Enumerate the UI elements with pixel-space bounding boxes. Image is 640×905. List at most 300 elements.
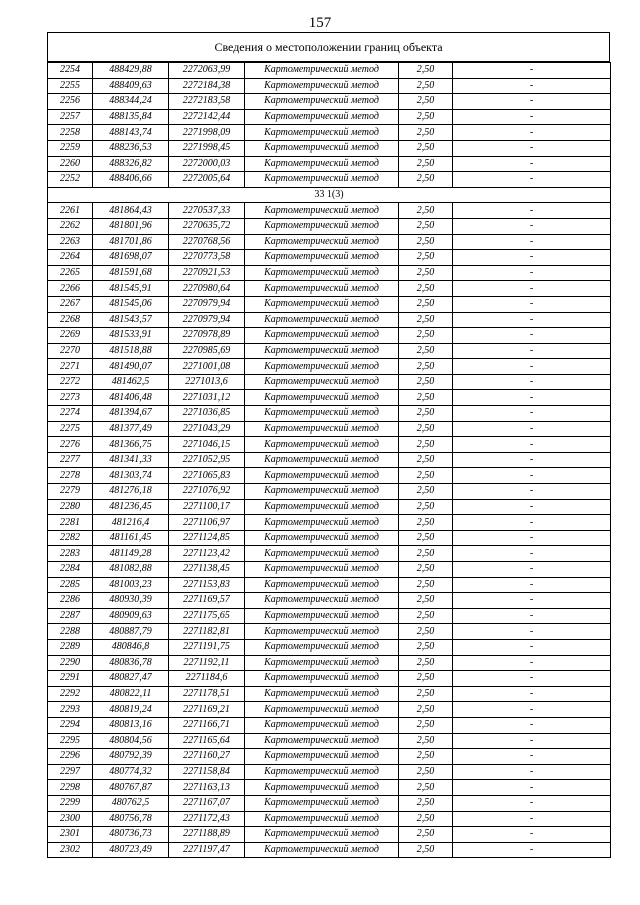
accuracy-cell: 2,50 [399, 328, 453, 344]
y-coordinate-cell: 2271138,45 [169, 562, 245, 578]
method-cell: Картометрический метод [245, 94, 399, 110]
table-row [48, 359, 611, 375]
y-coordinate-cell: 2271163,13 [169, 780, 245, 796]
x-coordinate-cell: 480813,16 [93, 717, 169, 733]
point-number-cell: 2270 [48, 343, 93, 359]
x-coordinate-cell: 481216,4 [93, 515, 169, 531]
accuracy-cell: 2,50 [399, 265, 453, 281]
y-coordinate-cell: 2271166,71 [169, 717, 245, 733]
table-row [48, 343, 611, 359]
description-cell: - [453, 281, 611, 297]
table-header-title: Сведения о местоположении границ объекта [47, 32, 610, 62]
table-row [48, 296, 611, 312]
table-row [48, 218, 611, 234]
x-coordinate-cell: 480767,87 [93, 780, 169, 796]
point-number-cell: 2297 [48, 764, 93, 780]
x-coordinate-cell: 480804,56 [93, 733, 169, 749]
accuracy-cell: 2,50 [399, 624, 453, 640]
table-row [48, 94, 611, 110]
point-number-cell: 2252 [48, 172, 93, 188]
table-row [48, 250, 611, 266]
table-row [48, 577, 611, 593]
method-cell: Картометрический метод [245, 437, 399, 453]
accuracy-cell: 2,50 [399, 686, 453, 702]
point-number-cell: 2285 [48, 577, 93, 593]
description-cell: - [453, 343, 611, 359]
description-cell: - [453, 546, 611, 562]
method-cell: Картометрический метод [245, 421, 399, 437]
y-coordinate-cell: 2271076,92 [169, 484, 245, 500]
table-row [48, 452, 611, 468]
y-coordinate-cell: 2272142,44 [169, 109, 245, 125]
point-number-cell: 2301 [48, 827, 93, 843]
method-cell: Картометрический метод [245, 312, 399, 328]
method-cell: Картометрический метод [245, 593, 399, 609]
y-coordinate-cell: 2271167,07 [169, 795, 245, 811]
method-cell: Картометрический метод [245, 827, 399, 843]
y-coordinate-cell: 2271153,83 [169, 577, 245, 593]
y-coordinate-cell: 2271124,85 [169, 530, 245, 546]
x-coordinate-cell: 488409,63 [93, 78, 169, 94]
method-cell: Картометрический метод [245, 250, 399, 266]
description-cell: - [453, 296, 611, 312]
description-cell: - [453, 328, 611, 344]
method-cell: Картометрический метод [245, 359, 399, 375]
description-cell: - [453, 562, 611, 578]
x-coordinate-cell: 481377,49 [93, 421, 169, 437]
description-cell: - [453, 733, 611, 749]
y-coordinate-cell: 2271178,51 [169, 686, 245, 702]
y-coordinate-cell: 2271172,43 [169, 811, 245, 827]
x-coordinate-cell: 481003,23 [93, 577, 169, 593]
y-coordinate-cell: 2270921,53 [169, 265, 245, 281]
method-cell: Картометрический метод [245, 702, 399, 718]
method-cell: Картометрический метод [245, 624, 399, 640]
method-cell: Картометрический метод [245, 172, 399, 188]
table-row [48, 328, 611, 344]
description-cell: - [453, 686, 611, 702]
accuracy-cell: 2,50 [399, 593, 453, 609]
y-coordinate-cell: 2271188,89 [169, 827, 245, 843]
y-coordinate-cell: 2270768,56 [169, 234, 245, 250]
point-number-cell: 2262 [48, 218, 93, 234]
description-cell: - [453, 452, 611, 468]
method-cell: Картометрический метод [245, 717, 399, 733]
x-coordinate-cell: 480774,32 [93, 764, 169, 780]
point-number-cell: 2257 [48, 109, 93, 125]
description-cell: - [453, 655, 611, 671]
description-cell: - [453, 671, 611, 687]
method-cell: Картометрический метод [245, 452, 399, 468]
table-row [48, 312, 611, 328]
accuracy-cell: 2,50 [399, 811, 453, 827]
table-row [48, 406, 611, 422]
x-coordinate-cell: 481341,33 [93, 452, 169, 468]
method-cell: Картометрический метод [245, 281, 399, 297]
accuracy-cell: 2,50 [399, 406, 453, 422]
table-row [48, 265, 611, 281]
table-row [48, 172, 611, 188]
description-cell: - [453, 125, 611, 141]
x-coordinate-cell: 480827,47 [93, 671, 169, 687]
y-coordinate-cell: 2271184,6 [169, 671, 245, 687]
accuracy-cell: 2,50 [399, 577, 453, 593]
description-cell: - [453, 172, 611, 188]
accuracy-cell: 2,50 [399, 639, 453, 655]
point-number-cell: 2260 [48, 156, 93, 172]
description-cell: - [453, 608, 611, 624]
method-cell: Картометрический метод [245, 484, 399, 500]
method-cell: Картометрический метод [245, 499, 399, 515]
method-cell: Картометрический метод [245, 218, 399, 234]
description-cell: - [453, 94, 611, 110]
x-coordinate-cell: 481698,07 [93, 250, 169, 266]
x-coordinate-cell: 481545,06 [93, 296, 169, 312]
description-cell: - [453, 780, 611, 796]
method-cell: Картометрический метод [245, 203, 399, 219]
table-row [48, 608, 611, 624]
y-coordinate-cell: 2270537,33 [169, 203, 245, 219]
method-cell: Картометрический метод [245, 671, 399, 687]
point-number-cell: 2255 [48, 78, 93, 94]
y-coordinate-cell: 2270980,64 [169, 281, 245, 297]
y-coordinate-cell: 2272063,99 [169, 63, 245, 79]
section-group [48, 187, 611, 203]
point-number-cell: 2281 [48, 515, 93, 531]
x-coordinate-cell: 488406,66 [93, 172, 169, 188]
point-number-cell: 2256 [48, 94, 93, 110]
table-row [48, 437, 611, 453]
method-cell: Картометрический метод [245, 140, 399, 156]
method-cell: Картометрический метод [245, 515, 399, 531]
accuracy-cell: 2,50 [399, 733, 453, 749]
method-cell: Картометрический метод [245, 374, 399, 390]
x-coordinate-cell: 481543,57 [93, 312, 169, 328]
table-row [48, 593, 611, 609]
method-cell: Картометрический метод [245, 156, 399, 172]
table-row [48, 780, 611, 796]
accuracy-cell: 2,50 [399, 421, 453, 437]
y-coordinate-cell: 2270979,94 [169, 296, 245, 312]
x-coordinate-cell: 481545,91 [93, 281, 169, 297]
point-number-cell: 2284 [48, 562, 93, 578]
x-coordinate-cell: 480723,49 [93, 842, 169, 858]
accuracy-cell: 2,50 [399, 234, 453, 250]
x-coordinate-cell: 481591,68 [93, 265, 169, 281]
accuracy-cell: 2,50 [399, 374, 453, 390]
accuracy-cell: 2,50 [399, 296, 453, 312]
accuracy-cell: 2,50 [399, 655, 453, 671]
accuracy-cell: 2,50 [399, 140, 453, 156]
description-cell: - [453, 717, 611, 733]
table-row [48, 390, 611, 406]
method-cell: Картометрический метод [245, 749, 399, 765]
description-cell: - [453, 374, 611, 390]
table-row [48, 624, 611, 640]
y-coordinate-cell: 2271065,83 [169, 468, 245, 484]
point-number-cell: 2302 [48, 842, 93, 858]
method-cell: Картометрический метод [245, 795, 399, 811]
method-cell: Картометрический метод [245, 125, 399, 141]
accuracy-cell: 2,50 [399, 359, 453, 375]
y-coordinate-cell: 2272183,58 [169, 94, 245, 110]
point-number-cell: 2258 [48, 125, 93, 141]
method-cell: Картометрический метод [245, 328, 399, 344]
description-cell: - [453, 702, 611, 718]
x-coordinate-cell: 480756,78 [93, 811, 169, 827]
point-number-cell: 2259 [48, 140, 93, 156]
y-coordinate-cell: 2272005,64 [169, 172, 245, 188]
description-cell: - [453, 63, 611, 79]
point-number-cell: 2293 [48, 702, 93, 718]
method-cell: Картометрический метод [245, 639, 399, 655]
method-cell: Картометрический метод [245, 530, 399, 546]
accuracy-cell: 2,50 [399, 94, 453, 110]
accuracy-cell: 2,50 [399, 530, 453, 546]
x-coordinate-cell: 480909,63 [93, 608, 169, 624]
point-number-cell: 2272 [48, 374, 93, 390]
y-coordinate-cell: 2270635,72 [169, 218, 245, 234]
x-coordinate-cell: 481303,74 [93, 468, 169, 484]
method-cell: Картометрический метод [245, 811, 399, 827]
y-coordinate-cell: 2271158,84 [169, 764, 245, 780]
accuracy-cell: 2,50 [399, 109, 453, 125]
point-number-cell: 2290 [48, 655, 93, 671]
y-coordinate-cell: 2271998,45 [169, 140, 245, 156]
point-number-cell: 2292 [48, 686, 93, 702]
method-cell: Картометрический метод [245, 78, 399, 94]
method-cell: Картометрический метод [245, 343, 399, 359]
point-number-cell: 2279 [48, 484, 93, 500]
accuracy-cell: 2,50 [399, 156, 453, 172]
table-row [48, 842, 611, 858]
accuracy-cell: 2,50 [399, 78, 453, 94]
method-cell: Картометрический метод [245, 468, 399, 484]
accuracy-cell: 2,50 [399, 702, 453, 718]
description-cell: - [453, 468, 611, 484]
page-number: 157 [308, 15, 332, 31]
accuracy-cell: 2,50 [399, 780, 453, 796]
table-body-upper [48, 63, 611, 188]
description-cell: - [453, 234, 611, 250]
point-number-cell: 2273 [48, 390, 93, 406]
method-cell: Картометрический метод [245, 296, 399, 312]
accuracy-cell: 2,50 [399, 764, 453, 780]
point-number-cell: 2266 [48, 281, 93, 297]
accuracy-cell: 2,50 [399, 499, 453, 515]
description-cell: - [453, 639, 611, 655]
point-number-cell: 2286 [48, 593, 93, 609]
x-coordinate-cell: 480792,39 [93, 749, 169, 765]
y-coordinate-cell: 2271191,75 [169, 639, 245, 655]
accuracy-cell: 2,50 [399, 452, 453, 468]
description-cell: - [453, 827, 611, 843]
y-coordinate-cell: 2271001,08 [169, 359, 245, 375]
table-row [48, 156, 611, 172]
table-row [48, 515, 611, 531]
accuracy-cell: 2,50 [399, 343, 453, 359]
method-cell: Картометрический метод [245, 109, 399, 125]
table-row [48, 733, 611, 749]
table-row [48, 749, 611, 765]
y-coordinate-cell: 2271160,27 [169, 749, 245, 765]
method-cell: Картометрический метод [245, 780, 399, 796]
description-cell: - [453, 795, 611, 811]
description-cell: - [453, 312, 611, 328]
x-coordinate-cell: 481406,48 [93, 390, 169, 406]
section-row [48, 187, 611, 203]
method-cell: Картометрический метод [245, 546, 399, 562]
table-row [48, 109, 611, 125]
table-row [48, 468, 611, 484]
y-coordinate-cell: 2271031,12 [169, 390, 245, 406]
table-row [48, 639, 611, 655]
accuracy-cell: 2,50 [399, 608, 453, 624]
y-coordinate-cell: 2271043,29 [169, 421, 245, 437]
description-cell: - [453, 515, 611, 531]
accuracy-cell: 2,50 [399, 125, 453, 141]
x-coordinate-cell: 481864,43 [93, 203, 169, 219]
point-number-cell: 2296 [48, 749, 93, 765]
method-cell: Картометрический метод [245, 562, 399, 578]
accuracy-cell: 2,50 [399, 281, 453, 297]
accuracy-cell: 2,50 [399, 312, 453, 328]
method-cell: Картометрический метод [245, 764, 399, 780]
description-cell: - [453, 250, 611, 266]
description-cell: - [453, 156, 611, 172]
table-row [48, 686, 611, 702]
x-coordinate-cell: 480822,11 [93, 686, 169, 702]
y-coordinate-cell: 2270979,94 [169, 312, 245, 328]
y-coordinate-cell: 2270773,58 [169, 250, 245, 266]
method-cell: Картометрический метод [245, 733, 399, 749]
point-number-cell: 2294 [48, 717, 93, 733]
point-number-cell: 2261 [48, 203, 93, 219]
method-cell: Картометрический метод [245, 842, 399, 858]
x-coordinate-cell: 480930,39 [93, 593, 169, 609]
x-coordinate-cell: 481082,88 [93, 562, 169, 578]
y-coordinate-cell: 2271106,97 [169, 515, 245, 531]
description-cell: - [453, 78, 611, 94]
y-coordinate-cell: 2271192,11 [169, 655, 245, 671]
table-row [48, 827, 611, 843]
description-cell: - [453, 530, 611, 546]
point-number-cell: 2283 [48, 546, 93, 562]
method-cell: Картометрический метод [245, 390, 399, 406]
accuracy-cell: 2,50 [399, 250, 453, 266]
accuracy-cell: 2,50 [399, 484, 453, 500]
y-coordinate-cell: 2271197,47 [169, 842, 245, 858]
y-coordinate-cell: 2272184,38 [169, 78, 245, 94]
description-cell: - [453, 484, 611, 500]
accuracy-cell: 2,50 [399, 203, 453, 219]
method-cell: Картометрический метод [245, 577, 399, 593]
table-row [48, 655, 611, 671]
accuracy-cell: 2,50 [399, 390, 453, 406]
accuracy-cell: 2,50 [399, 842, 453, 858]
accuracy-cell: 2,50 [399, 515, 453, 531]
method-cell: Картометрический метод [245, 686, 399, 702]
coordinates-table [47, 62, 611, 858]
point-number-cell: 2282 [48, 530, 93, 546]
y-coordinate-cell: 2271046,15 [169, 437, 245, 453]
point-number-cell: 2278 [48, 468, 93, 484]
y-coordinate-cell: 2271182,81 [169, 624, 245, 640]
accuracy-cell: 2,50 [399, 63, 453, 79]
section-label: 33 1(3) [48, 187, 611, 203]
y-coordinate-cell: 2271036,85 [169, 406, 245, 422]
point-number-cell: 2288 [48, 624, 93, 640]
description-cell: - [453, 109, 611, 125]
point-number-cell: 2291 [48, 671, 93, 687]
x-coordinate-cell: 480887,79 [93, 624, 169, 640]
y-coordinate-cell: 2271169,21 [169, 702, 245, 718]
point-number-cell: 2298 [48, 780, 93, 796]
table-row [48, 234, 611, 250]
description-cell: - [453, 842, 611, 858]
point-number-cell: 2289 [48, 639, 93, 655]
method-cell: Картометрический метод [245, 234, 399, 250]
x-coordinate-cell: 481518,88 [93, 343, 169, 359]
table-row [48, 764, 611, 780]
description-cell: - [453, 499, 611, 515]
point-number-cell: 2287 [48, 608, 93, 624]
table-row [48, 63, 611, 79]
point-number-cell: 2280 [48, 499, 93, 515]
accuracy-cell: 2,50 [399, 671, 453, 687]
table-row [48, 499, 611, 515]
y-coordinate-cell: 2271100,17 [169, 499, 245, 515]
description-cell: - [453, 811, 611, 827]
description-cell: - [453, 421, 611, 437]
method-cell: Картометрический метод [245, 655, 399, 671]
method-cell: Картометрический метод [245, 406, 399, 422]
accuracy-cell: 2,50 [399, 172, 453, 188]
point-number-cell: 2300 [48, 811, 93, 827]
x-coordinate-cell: 480762,5 [93, 795, 169, 811]
x-coordinate-cell: 481236,45 [93, 499, 169, 515]
point-number-cell: 2254 [48, 63, 93, 79]
y-coordinate-cell: 2270985,69 [169, 343, 245, 359]
x-coordinate-cell: 488429,88 [93, 63, 169, 79]
y-coordinate-cell: 2271169,57 [169, 593, 245, 609]
accuracy-cell: 2,50 [399, 717, 453, 733]
point-number-cell: 2271 [48, 359, 93, 375]
point-number-cell: 2263 [48, 234, 93, 250]
x-coordinate-cell: 480836,78 [93, 655, 169, 671]
table-body-lower [48, 203, 611, 858]
description-cell: - [453, 265, 611, 281]
method-cell: Картометрический метод [245, 265, 399, 281]
y-coordinate-cell: 2271013,6 [169, 374, 245, 390]
accuracy-cell: 2,50 [399, 218, 453, 234]
accuracy-cell: 2,50 [399, 749, 453, 765]
table-row [48, 530, 611, 546]
point-number-cell: 2268 [48, 312, 93, 328]
table-row [48, 795, 611, 811]
x-coordinate-cell: 481701,86 [93, 234, 169, 250]
accuracy-cell: 2,50 [399, 795, 453, 811]
x-coordinate-cell: 481161,45 [93, 530, 169, 546]
x-coordinate-cell: 480846,8 [93, 639, 169, 655]
point-number-cell: 2275 [48, 421, 93, 437]
point-number-cell: 2269 [48, 328, 93, 344]
table-row [48, 811, 611, 827]
y-coordinate-cell: 2271165,64 [169, 733, 245, 749]
x-coordinate-cell: 488143,74 [93, 125, 169, 141]
accuracy-cell: 2,50 [399, 468, 453, 484]
point-number-cell: 2274 [48, 406, 93, 422]
